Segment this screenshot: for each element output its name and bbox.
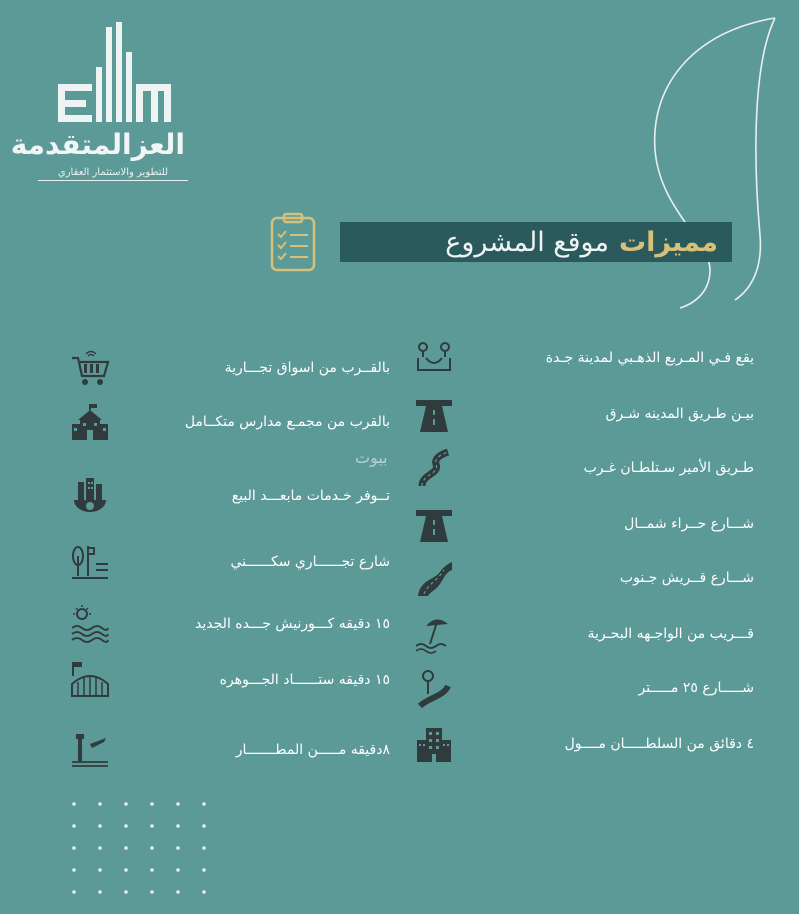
road-sign-icon	[414, 668, 454, 708]
feature-item	[414, 668, 754, 708]
beach-umbrella-icon	[414, 614, 454, 654]
feature-text: ١٥ دقيقه كـــورنيش جـــده الجديد	[195, 616, 390, 632]
feature-text: بالقرب من مجمـع مدارس متكــامل	[184, 414, 390, 430]
feature-item	[70, 402, 390, 442]
feature-item	[414, 614, 754, 654]
clipboard-checklist-icon	[268, 212, 318, 272]
feature-item	[414, 394, 754, 434]
feature-text: تــوفر خـدمات مابعـــد البيع	[231, 488, 390, 504]
quote-mark-decoration	[640, 10, 790, 310]
airport-icon	[70, 730, 110, 770]
feature-text: ٤ دقائق من السلطـــــان مــــول	[564, 736, 754, 752]
title-strong: مميزات	[618, 226, 718, 258]
feature-text: بالقــرب من اسواق تجـــارية	[224, 360, 390, 376]
shopping-cart-icon	[70, 348, 110, 388]
highway-icon	[414, 394, 454, 434]
feature-text: يقع فـي المـربع الذهـبي لمدينة جـدة	[545, 350, 754, 366]
feature-text: ١٥ دقيقه ستــــــاد الجـــوهره	[219, 672, 390, 688]
feature-text: بيـن طـريق المدينه شـرق	[605, 406, 754, 422]
feature-text: قـــريب من الواجـهه البحـرية	[587, 626, 754, 642]
feature-text: طـريق الأمير سـتلطـان غـرب	[583, 460, 754, 476]
feature-text: ٨دقيقه مـــــن المطـــــــار	[235, 742, 390, 758]
map-pins-road-icon	[414, 338, 454, 378]
dots-decoration	[70, 800, 210, 900]
sun-waves-icon	[70, 604, 110, 644]
mall-building-icon	[414, 724, 454, 764]
feature-item	[70, 348, 390, 388]
feature-item	[414, 724, 754, 764]
feature-text: شـــارع حــراء شمــال	[624, 516, 754, 532]
section-title-banner	[340, 222, 732, 262]
curved-road-icon	[414, 558, 454, 598]
company-tagline: للتطوير والاستثمار العقاري	[38, 167, 188, 181]
watermark: بيوت	[355, 448, 388, 467]
winding-road-icon	[414, 448, 454, 488]
feature-text: شـــارع قــريش جـنوب	[619, 570, 754, 586]
highway-icon	[414, 504, 454, 544]
feature-item	[70, 604, 390, 644]
city-gear-icon	[70, 476, 110, 516]
feature-item	[70, 660, 390, 700]
street-trees-icon	[70, 542, 110, 582]
feature-item	[414, 558, 754, 598]
company-name: العزالمتقدمة	[10, 128, 185, 161]
feature-item	[414, 504, 754, 544]
title-light: موقع المشروع	[445, 226, 609, 258]
feature-item	[70, 476, 390, 516]
feature-item	[70, 542, 390, 582]
stadium-icon	[70, 660, 110, 700]
feature-item	[70, 730, 390, 770]
feature-text: شـــــارع ٢٥ مـــــتر	[638, 680, 754, 696]
feature-item	[414, 448, 754, 488]
school-icon	[70, 402, 110, 442]
feature-text: شارع تجــــــاري سكــــــني	[230, 554, 390, 570]
feature-item	[414, 338, 754, 378]
